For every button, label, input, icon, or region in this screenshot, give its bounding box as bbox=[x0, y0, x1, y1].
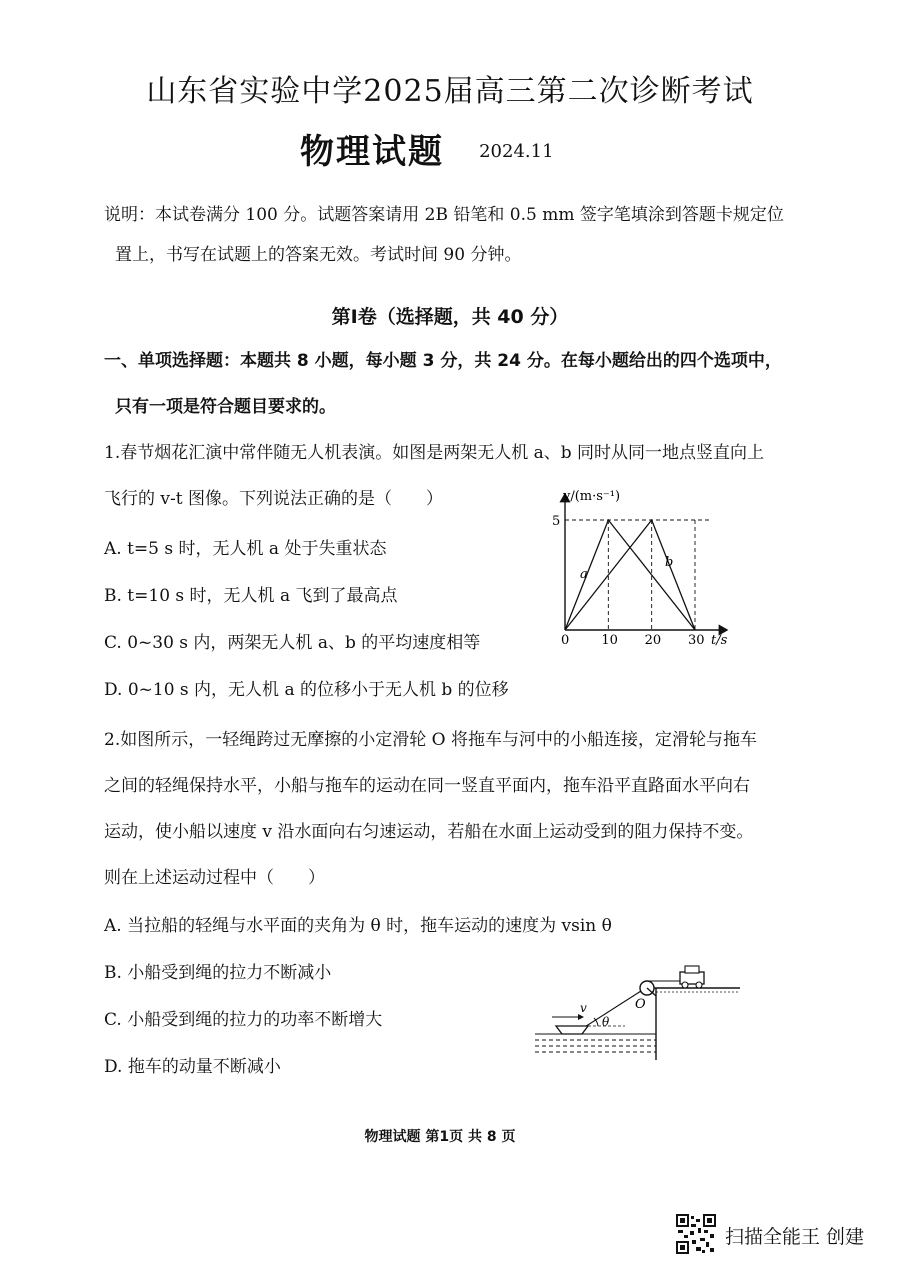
q2-stem-line-1: 2.如图所示，一轻绳跨过无摩擦的小定滑轮 O 将拖车与河中的小船连接，定滑轮与拖车 bbox=[104, 730, 757, 750]
x-axis-label: t/s bbox=[711, 633, 728, 648]
pulley-label: O bbox=[635, 997, 646, 1012]
pulley-boat-figure bbox=[530, 960, 745, 1065]
slanted-rope bbox=[580, 991, 641, 1030]
water-surface bbox=[535, 1034, 656, 1052]
y-axis-label: v/(m·s⁻¹) bbox=[563, 489, 621, 504]
angle-label: θ bbox=[602, 1015, 610, 1029]
vt-graph bbox=[545, 480, 745, 655]
q2-stem-line-4: 则在上述运动过程中（ ） bbox=[104, 868, 325, 888]
q1-option-d: D. 0~10 s 内，无人机 a 的位移小于无人机 b 的位移 bbox=[104, 680, 509, 700]
subtitle-row bbox=[300, 124, 554, 173]
exam-date: 2024.11 bbox=[479, 141, 554, 162]
section-title: 第Ⅰ卷（选择题，共 40 分） bbox=[331, 306, 569, 328]
q2-option-a: A. 当拉船的轻绳与水平面的夹角为 θ 时，拖车运动的速度为 vsin θ bbox=[104, 916, 612, 936]
q1-option-c: C. 0~30 s 内，两架无人机 a、b 的平均速度相等 bbox=[104, 633, 481, 653]
tick-labels bbox=[552, 514, 705, 648]
q2-option-d: D. 拖车的动量不断减小 bbox=[104, 1057, 281, 1077]
qr-code-icon bbox=[676, 1214, 716, 1254]
subject-title: 物理试题 bbox=[300, 132, 444, 172]
q1-stem-line-2: 飞行的 v-t 图像。下列说法正确的是（ ） bbox=[104, 489, 443, 509]
x-tick-label: 10 bbox=[601, 633, 618, 648]
tow-truck-icon bbox=[680, 966, 704, 988]
q2-stem-line-2: 之间的轻绳保持水平，小船与拖车的运动在同一竖直平面内，拖车沿平直路面水平向右 bbox=[104, 776, 750, 796]
q2-option-c: C. 小船受到绳的拉力的功率不断增大 bbox=[104, 1010, 383, 1030]
q2-option-b: B. 小船受到绳的拉力不断减小 bbox=[104, 963, 332, 983]
x-tick-label: 0 bbox=[561, 633, 570, 648]
q2-stem-line-3: 运动，使小船以速度 v 沿水面向右匀速运动，若船在水面上运动受到的阻力保持不变。 bbox=[104, 822, 754, 842]
q1-stem-line-1: 1.春节烟花汇演中常伴随无人机表演。如图是两架无人机 a、b 同时从同一地点竖直向上 bbox=[104, 443, 765, 463]
boat-icon bbox=[556, 1026, 588, 1034]
q1-option-a: A. t=5 s 时，无人机 a 处于失重状态 bbox=[104, 539, 387, 559]
series-a-label: a bbox=[580, 567, 588, 582]
y-tick-label: 5 bbox=[552, 514, 561, 529]
x-tick-label: 30 bbox=[688, 633, 705, 648]
exam-title: 山东省实验中学2025届高三第二次诊断考试 bbox=[146, 74, 754, 109]
scanner-watermark: 扫描全能王 创建 bbox=[725, 1226, 865, 1248]
part-heading-line-1: 一、单项选择题：本题共 8 小题，每小题 3 分，共 24 分。在每小题给出的四个选项中， bbox=[104, 351, 782, 371]
instructions-line-1: 说明：本试卷满分 100 分。试题答案请用 2B 铅笔和 0.5 mm 签字笔填涂到答题卡规定位 bbox=[104, 205, 784, 225]
x-tick-label: 20 bbox=[644, 633, 662, 648]
instructions-line-2: 置上，书写在试题上的答案无效。考试时间 90 分钟。 bbox=[115, 245, 522, 265]
velocity-label: v bbox=[580, 1001, 587, 1015]
page-footer: 物理试题 第1页 共 8 页 bbox=[364, 1129, 516, 1145]
part-heading-line-2: 只有一项是符合题目要求的。 bbox=[115, 397, 336, 417]
series-b-label: b bbox=[665, 555, 674, 570]
q1-option-b: B. t=10 s 时，无人机 a 飞到了最高点 bbox=[104, 586, 398, 606]
